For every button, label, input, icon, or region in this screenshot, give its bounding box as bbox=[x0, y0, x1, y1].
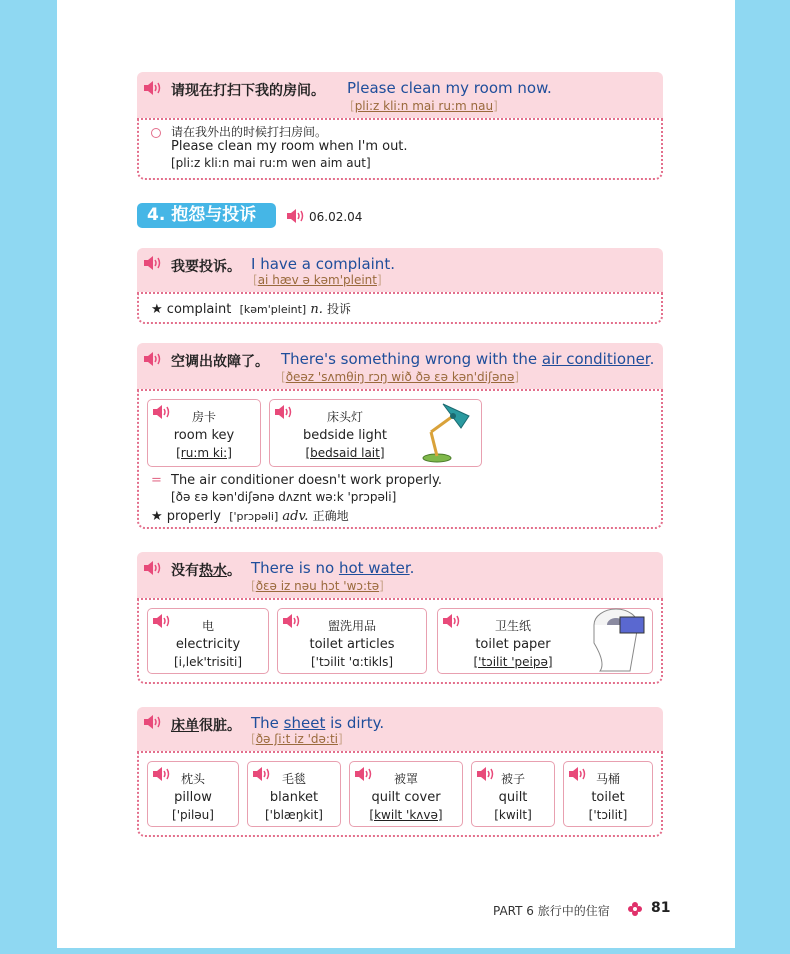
card-header bbox=[137, 552, 663, 598]
card-body bbox=[137, 118, 663, 180]
word-phonetic: ['tɔilit 'peipə] bbox=[473, 655, 553, 669]
word-card[interactable] bbox=[471, 761, 555, 827]
equals-icon: = bbox=[151, 473, 162, 488]
word-chinese: 被子 bbox=[500, 772, 525, 786]
card-body bbox=[137, 389, 663, 529]
left-margin-bar bbox=[0, 0, 57, 954]
word-phonetic: [kwilt 'kʌvə] bbox=[369, 808, 443, 822]
phrase-card-clean-room bbox=[137, 72, 663, 180]
speaker-icon[interactable] bbox=[476, 767, 496, 781]
word-english: quilt bbox=[498, 790, 528, 805]
word-english: quilt cover bbox=[371, 790, 441, 805]
card-header bbox=[137, 343, 663, 389]
phrase-phonetic: [pli:z kli:n mai ru:m nau] bbox=[350, 99, 498, 113]
phrase-chinese: 空调出故障了。 bbox=[171, 354, 269, 370]
speaker-icon[interactable] bbox=[442, 614, 462, 628]
word-phonetic: [i,lek'trisiti] bbox=[173, 655, 243, 669]
toilet-paper-icon bbox=[586, 605, 650, 675]
card-header bbox=[137, 248, 663, 292]
speaker-icon[interactable] bbox=[143, 256, 163, 270]
word-chinese: 被罩 bbox=[393, 772, 418, 786]
alt-chinese: 请在我外出的时候打扫房间。 bbox=[171, 125, 328, 139]
word-english: bedside light bbox=[302, 428, 388, 443]
word-card[interactable] bbox=[147, 399, 261, 467]
phrase-phonetic: [ðεə iz nəu hɔt 'wɔ:tə] bbox=[251, 579, 384, 593]
alt-phonetic: [ðə εə kən'diʃənə dʌznt wə:k 'prɔpəli] bbox=[171, 490, 397, 504]
word-chinese: 马桶 bbox=[595, 772, 620, 786]
phrase-phonetic: [ðə ʃi:t iz 'də:ti] bbox=[251, 732, 343, 746]
phrase-card-complaint bbox=[137, 248, 663, 324]
word-phonetic: [kwilt] bbox=[494, 808, 532, 822]
vocab-line: ★ complaint [kəm'pleint] n. 投诉 bbox=[151, 302, 352, 317]
word-card[interactable] bbox=[349, 761, 463, 827]
word-english: toilet paper bbox=[475, 637, 551, 652]
word-phonetic: ['blæŋkit] bbox=[265, 808, 323, 822]
word-english: toilet articles bbox=[309, 637, 395, 652]
speaker-icon[interactable] bbox=[286, 209, 306, 223]
phrase-chinese: 我要投诉。 bbox=[171, 259, 241, 275]
section-title: 4. 抱怨与投诉 bbox=[137, 203, 276, 228]
footer-part-label: PART 6 旅行中的住宿 bbox=[493, 904, 610, 918]
word-chinese: 毛毯 bbox=[281, 772, 306, 786]
phrase-english: Please clean my room now. bbox=[347, 79, 552, 97]
phrase-card-sheet bbox=[137, 707, 663, 837]
bullet-circle-icon bbox=[151, 128, 161, 138]
word-english: toilet bbox=[591, 790, 625, 805]
word-english: room key bbox=[173, 428, 235, 443]
bottom-margin-bar bbox=[0, 948, 790, 954]
word-card[interactable] bbox=[437, 608, 653, 674]
vocab-line: ★ properly ['prɔpəli] adv. 正确地 bbox=[151, 509, 349, 524]
right-margin-bar bbox=[735, 0, 790, 954]
word-card[interactable] bbox=[147, 761, 239, 827]
word-chinese: 电 bbox=[201, 619, 214, 633]
word-card[interactable] bbox=[147, 608, 269, 674]
phrase-english: There is no hot water. bbox=[251, 559, 415, 577]
word-english: pillow bbox=[174, 790, 212, 805]
alt-english: Please clean my room when I'm out. bbox=[171, 139, 408, 154]
word-phonetic: [bedsaid lait] bbox=[305, 446, 385, 460]
phrase-english: The sheet is dirty. bbox=[251, 714, 385, 732]
word-english: blanket bbox=[269, 790, 319, 805]
word-english: electricity bbox=[175, 637, 241, 652]
word-chinese: 卫生纸 bbox=[494, 619, 531, 633]
phrase-phonetic: [ðeəz 'sʌmθiŋ rɔŋ wið ðə εə kən'diʃənə] bbox=[281, 370, 520, 384]
card-body bbox=[137, 751, 663, 837]
word-phonetic: ['tɔilit 'ɑ:tikls] bbox=[310, 655, 393, 669]
speaker-icon[interactable] bbox=[282, 614, 302, 628]
speaker-icon[interactable] bbox=[354, 767, 374, 781]
word-card[interactable] bbox=[563, 761, 653, 827]
word-chinese: 房卡 bbox=[191, 410, 216, 424]
word-card[interactable] bbox=[247, 761, 341, 827]
phrase-english: I have a complaint. bbox=[251, 255, 395, 273]
phrase-chinese: 请现在打扫下我的房间。 bbox=[171, 83, 325, 99]
phrase-chinese: 床单很脏。 bbox=[171, 718, 241, 734]
word-phonetic: [ru:m ki:] bbox=[176, 446, 232, 460]
page-number: 81 bbox=[651, 900, 671, 916]
speaker-icon[interactable] bbox=[143, 81, 163, 95]
speaker-icon[interactable] bbox=[143, 352, 163, 366]
card-body bbox=[137, 292, 663, 324]
alt-english: The air conditioner doesn't work properly. bbox=[171, 473, 443, 488]
card-body bbox=[137, 598, 663, 684]
speaker-icon[interactable] bbox=[274, 405, 294, 419]
flower-icon bbox=[628, 902, 642, 916]
card-header bbox=[137, 707, 663, 751]
phrase-card-air-conditioner bbox=[137, 343, 663, 529]
phrase-phonetic: [ai hæv ə kəm'pleint] bbox=[253, 273, 382, 287]
word-card[interactable] bbox=[269, 399, 482, 467]
speaker-icon[interactable] bbox=[152, 614, 172, 628]
speaker-icon[interactable] bbox=[152, 767, 172, 781]
speaker-icon[interactable] bbox=[152, 405, 172, 419]
phrase-card-hot-water bbox=[137, 552, 663, 684]
word-phonetic: ['piləu] bbox=[172, 808, 214, 822]
phrase-chinese: 没有热水。 bbox=[171, 563, 241, 579]
track-number: 06.02.04 bbox=[309, 210, 363, 224]
word-chinese: 床头灯 bbox=[326, 410, 363, 424]
phrase-english: There's something wrong with the air conditioner. bbox=[281, 350, 655, 368]
speaker-icon[interactable] bbox=[143, 561, 163, 575]
alt-phonetic: [pli:z kli:n mai ru:m wen aim aut] bbox=[171, 156, 371, 170]
speaker-icon[interactable] bbox=[252, 767, 272, 781]
word-chinese: 枕头 bbox=[180, 772, 205, 786]
word-chinese: 盥洗用品 bbox=[327, 619, 376, 633]
speaker-icon[interactable] bbox=[143, 715, 163, 729]
speaker-icon[interactable] bbox=[568, 767, 588, 781]
card-header bbox=[137, 72, 663, 118]
word-card[interactable] bbox=[277, 608, 427, 674]
word-phonetic: ['tɔilit] bbox=[588, 808, 628, 822]
desk-lamp-icon bbox=[407, 398, 479, 464]
